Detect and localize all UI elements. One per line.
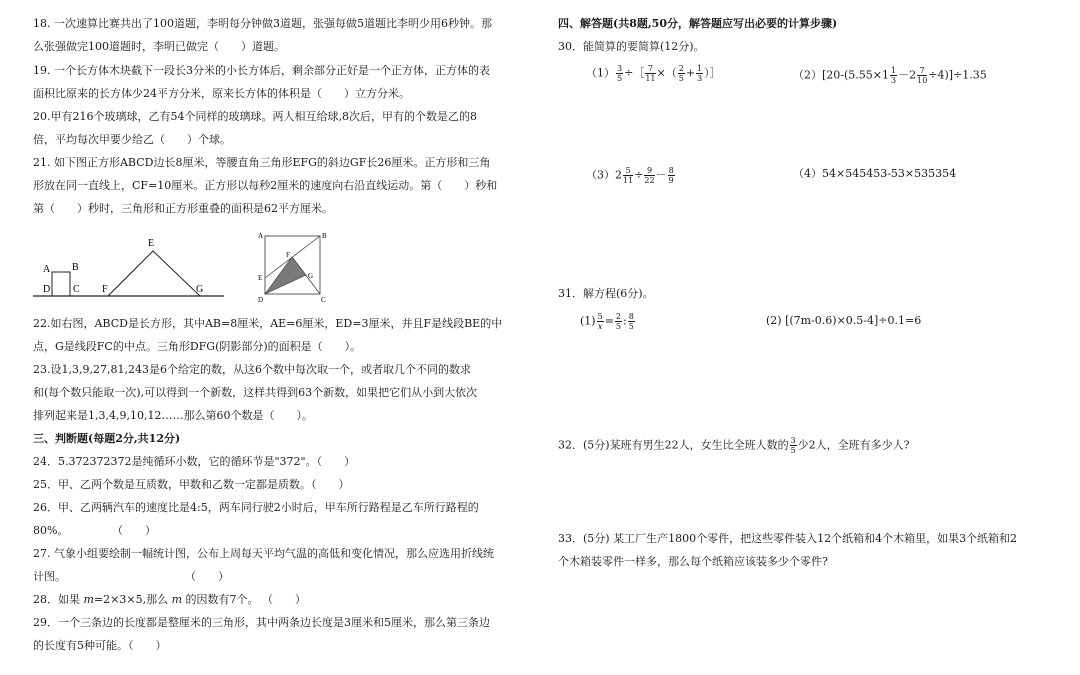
fraction xyxy=(623,166,633,185)
q23-line-1: 23.设1,3,9,27,81,243是6个给定的数，从这6个数中每次取一个，或者取几个不同的数求 xyxy=(33,363,471,376)
part: ÷4)]÷1.35 xyxy=(928,68,987,82)
q27-line-2: 计图。 xyxy=(33,570,66,583)
q28-pre: 28．如果 xyxy=(33,593,84,606)
numerator: 7 xyxy=(645,64,655,74)
denominator: 3 xyxy=(891,76,897,85)
q33-line-1: 33．(5分) 某工厂生产1800个零件，把这些零件装入12个纸箱和4个木箱里，如果3个纸箱和2 xyxy=(558,532,1018,545)
q21-line-2: 形放在同一直线上，CF=10厘米。正方形以每秒2厘米的速度向右沿直线运动。第（ ）秒和 xyxy=(33,179,498,192)
op: = xyxy=(604,314,614,328)
q22-figure xyxy=(255,228,335,306)
q30-2-expression xyxy=(793,66,987,85)
denominator: 5 xyxy=(678,74,684,83)
q19-line-2: 面积比原来的长方体少24平方分米，原来长方体的体积是（ ）立方分米。 xyxy=(33,87,410,100)
fraction xyxy=(616,64,623,83)
q26-answer-paren: （ ） xyxy=(112,524,156,537)
denominator: 22 xyxy=(644,176,655,185)
denominator: 9 xyxy=(668,176,674,185)
q18-line-2: 么张强做完100道题时，李明已做完（ ）道题。 xyxy=(33,40,285,53)
denominator: x xyxy=(597,322,603,331)
denominator: 3 xyxy=(697,74,703,83)
fraction xyxy=(597,312,604,331)
label-d: D xyxy=(258,296,264,304)
fraction xyxy=(790,436,797,455)
fraction xyxy=(615,312,622,331)
op: － xyxy=(655,168,667,182)
label-b: B xyxy=(72,262,79,273)
q29-line-1: 29．一个三条边的长度都是整厘米的三角形，其中两条边长度是3厘米和5厘米，那么第三条边 xyxy=(33,616,490,629)
q32-text-b: 少2人，全班有多少人? xyxy=(797,438,910,452)
q28-var-m-2: m xyxy=(171,593,183,606)
label-a: A xyxy=(258,232,264,240)
q31-1-equation xyxy=(580,312,636,331)
triangle-efg xyxy=(108,251,200,296)
fraction xyxy=(890,66,897,85)
denominator: 11 xyxy=(645,74,656,83)
q31-heading: 31．解方程(6分)。 xyxy=(558,287,654,300)
denominator: 11 xyxy=(623,176,634,185)
fraction xyxy=(696,64,703,83)
label-d: D xyxy=(43,284,51,295)
q29-line-2: 的长度有5种可能。（ ） xyxy=(33,639,167,652)
label-f: F xyxy=(286,251,290,259)
q19-line-1: 19. 一个长方体木块截下一段长3分米的小长方体后，剩余部分正好是一个正方体，正方体的表 xyxy=(33,64,490,77)
q25: 25．甲、乙两个数是互质数，甲数和乙数一定都是质数。（ ） xyxy=(33,478,350,491)
label-e: E xyxy=(258,274,263,282)
numerator: 2 xyxy=(678,64,684,73)
fraction xyxy=(917,66,927,85)
q23-line-3: 排列起来是1,3,4,9,10,12……那么第60个数是（ ）。 xyxy=(33,409,313,422)
label-f: F xyxy=(102,284,108,295)
label-g: G xyxy=(308,272,314,280)
q22-line-1: 22.如右图，ABCD是长方形，其中AB=8厘米，AE=6厘米，ED=3厘米，并且F是线段BE的中 xyxy=(33,317,503,330)
part: 2 xyxy=(615,168,622,182)
q24: 24．5.372372372是纯循环小数，它的循环节是"372"。（ ） xyxy=(33,455,356,468)
label-a: A xyxy=(43,264,51,275)
op: : xyxy=(623,314,627,328)
q31-1-label: (1) xyxy=(580,314,596,328)
label-e: E xyxy=(148,238,155,249)
q21-line-3: 第（ ）秒时，三角形和正方形重叠的面积是62平方厘米。 xyxy=(33,202,333,215)
square-abcd xyxy=(52,272,70,296)
q28-var-m: m xyxy=(83,593,94,606)
q30-heading: 30．能简算的要简算(12分)。 xyxy=(558,40,705,53)
q20-line-1: 20.甲有216个玻璃球，乙有54个同样的玻璃球。两人相互给球,8次后，甲有的个数是乙的8 xyxy=(33,110,477,123)
op: ）］ xyxy=(704,66,721,80)
denominator: 5 xyxy=(617,74,623,83)
q20-line-2: 倍，平均每次甲要少给乙（ ）个球。 xyxy=(33,133,231,146)
q21-line-1: 21. 如下图正方形ABCD边长8厘米，等腰直角三角形EFG的斜边GF长26厘米。正方形和三角 xyxy=(33,156,491,169)
q26-line-2: 80%。 xyxy=(33,524,69,537)
numerator: 8 xyxy=(628,312,634,321)
q30-2-label: （2） xyxy=(793,68,822,82)
label-g: G xyxy=(196,284,204,295)
q23-line-2: 和(每个数只能取一次),可以得到一个新数，这样共得到63个新数，如果把它们从小到大依次 xyxy=(33,386,478,399)
q30-1-expression xyxy=(586,64,721,83)
q30-1-label: （1） xyxy=(586,66,615,80)
label-b: B xyxy=(322,232,327,240)
numerator: 5 xyxy=(597,312,603,321)
op: ÷［ xyxy=(624,66,645,80)
denominator: 5 xyxy=(628,322,634,331)
q30-4-expression: （4）54×545453-53×535354 xyxy=(793,167,957,180)
fraction xyxy=(668,166,675,185)
denominator: 10 xyxy=(917,76,928,85)
q28 xyxy=(33,593,259,607)
q32-text-a: 32．(5分)某班有男生22人，女生比全班人数的 xyxy=(558,438,789,452)
q18-line-1: 18. 一次速算比赛共出了100道题，李明每分钟做3道题，张强每做5道题比李明少用6秒钟。那 xyxy=(33,17,492,30)
op: ÷ xyxy=(634,168,644,182)
q31-2-equation: (2) [(7m-0.6)×0.5-4]÷0.1=6 xyxy=(766,314,922,327)
section-3-heading: 三、判断题(每题2分,共12分) xyxy=(33,432,181,445)
q28-answer-paren: （ ） xyxy=(262,593,306,606)
numerator: 8 xyxy=(668,166,674,175)
section-4-heading: 四、解答题(共8题,50分，解答题应写出必要的计算步骤) xyxy=(558,17,838,30)
part: [20-(5.55×1 xyxy=(822,68,890,82)
numerator: 7 xyxy=(917,66,927,76)
q27-line-1: 27. 气象小组要绘制一幅统计图，公布上周每天平均气温的高低和变化情况，那么应选用折线统 xyxy=(33,547,494,560)
numerator: 2 xyxy=(615,312,621,321)
q32 xyxy=(558,436,910,455)
q33-line-2: 个木箱装零件一样多，那么每个纸箱应该装多少个零件? xyxy=(558,555,828,568)
q30-3-expression xyxy=(586,166,676,185)
numerator: 1 xyxy=(697,64,703,73)
fraction xyxy=(645,64,655,83)
denominator: 5 xyxy=(615,322,621,331)
fraction xyxy=(678,64,685,83)
numerator: 3 xyxy=(790,436,796,445)
part: －2 xyxy=(898,68,917,82)
op: + xyxy=(685,66,696,80)
q22-line-2: 点，G是线段FC的中点。三角形DFG(阴影部分)的面积是（ ）。 xyxy=(33,340,362,353)
numerator: 1 xyxy=(891,66,897,75)
q26-line-1: 26．甲、乙两辆汽车的速度比是4:5，两车同行驶2小时后，甲车所行路程是乙车所行路程的 xyxy=(33,501,479,514)
numerator: 5 xyxy=(623,166,633,176)
fraction xyxy=(628,312,635,331)
q28-mid: =2×3×5,那么 xyxy=(93,593,172,606)
q28-post: 的因数有7个。 xyxy=(182,593,259,606)
numerator: 3 xyxy=(617,64,623,73)
q27-answer-paren: （ ） xyxy=(185,570,229,583)
label-c: C xyxy=(321,296,326,304)
label-c: C xyxy=(73,284,80,295)
q30-3-label: （3） xyxy=(586,168,615,182)
denominator: 5 xyxy=(790,446,796,455)
fraction xyxy=(644,166,654,185)
op: ×（ xyxy=(656,66,677,80)
numerator: 9 xyxy=(644,166,654,176)
q21-figure xyxy=(30,232,230,304)
